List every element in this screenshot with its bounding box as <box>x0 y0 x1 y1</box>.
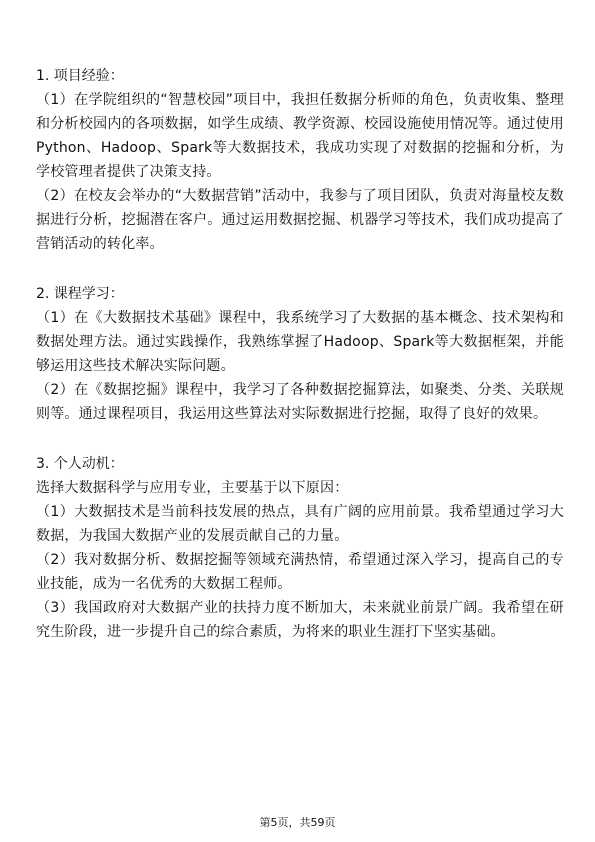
page-number: 第5页，共59页 <box>259 816 336 829</box>
section-heading: 1. 项目经验： <box>36 68 124 84</box>
section-personal-motivation <box>36 452 564 644</box>
section-course-study <box>36 282 564 426</box>
paragraph: （1）大数据技术是当前科技发展的热点，具有广阔的应用前景。我希望通过学习大数据，为我国大数据产业的发展贡献自己的力量。 <box>36 504 564 544</box>
document-body <box>36 64 564 644</box>
paragraph: （2）在校友会举办的“大数据营销”活动中，我参与了项目团队，负责对海量校友数据进行分析，挖掘潜在客户。通过运用数据挖掘、机器学习等技术，我们成功提高了营销活动的转化率。 <box>36 188 564 252</box>
paragraph: （1）在《大数据技术基础》课程中，我系统学习了大数据的基本概念、技术架构和数据处理方法。通过实践操作，我熟练掌握了Hadoop、Spark等大数据框架，并能够运用这些技术解决实际问题。 <box>36 310 564 374</box>
section-heading: 3. 个人动机： <box>36 456 124 472</box>
section-project-experience <box>36 64 564 256</box>
paragraph: （2）我对数据分析、数据挖掘等领域充满热情，希望通过深入学习，提高自己的专业技能，成为一名优秀的大数据工程师。 <box>36 552 564 592</box>
section-heading: 2. 课程学习： <box>36 286 124 302</box>
paragraph: （1）在学院组织的“智慧校园”项目中，我担任数据分析师的角色，负责收集、整理和分析校园内的各项数据，如学生成绩、教学资源、校园设施使用情况等。通过使用Python、Hadoop、Spark等大数据技术，我成功实现了对数据的挖掘和分析，为学校管理者提供了决策支持。 <box>36 92 564 180</box>
paragraph: 选择大数据科学与应用专业，主要基于以下原因： <box>36 480 349 496</box>
paragraph: （2）在《数据挖掘》课程中，我学习了各种数据挖掘算法，如聚类、分类、关联规则等。通过课程项目，我运用这些算法对实际数据进行挖掘，取得了良好的效果。 <box>36 382 564 422</box>
paragraph: （3）我国政府对大数据产业的扶持力度不断加大，未来就业前景广阔。我希望在研究生阶段，进一步提升自己的综合素质，为将来的职业生涯打下坚实基础。 <box>36 600 564 640</box>
